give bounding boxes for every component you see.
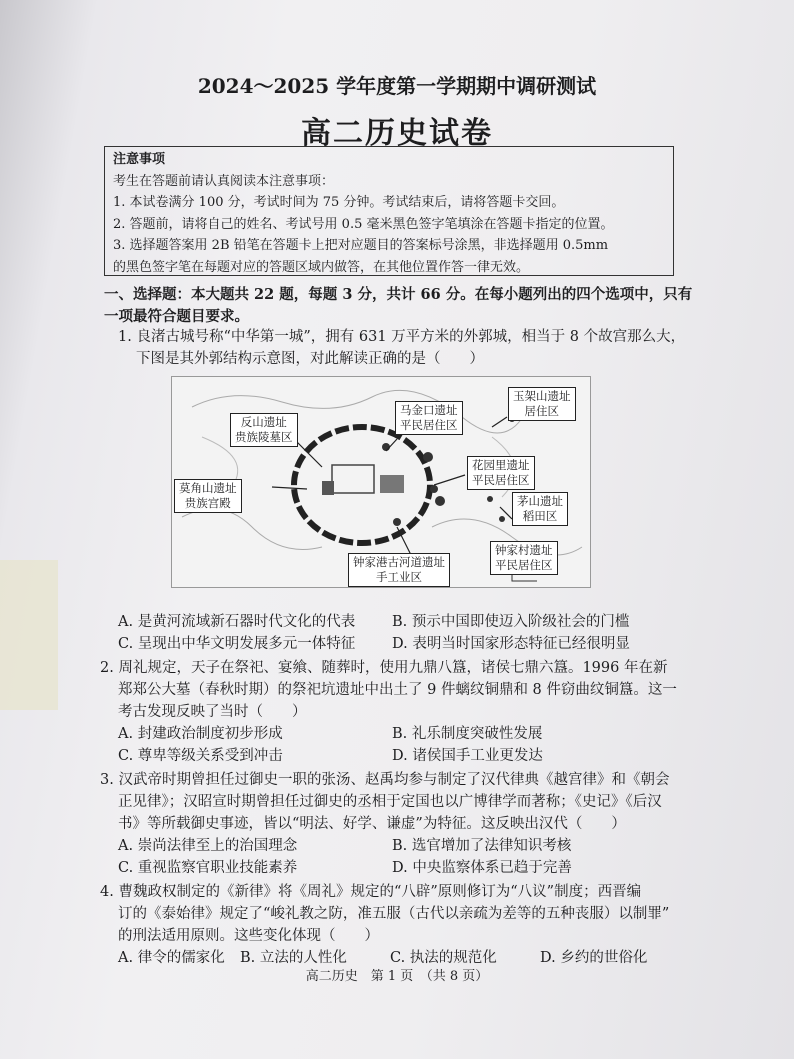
liangzhu-map [171, 376, 591, 588]
q4-stem-line3: 的刑法适用原则。这些变化体现（ ） [118, 928, 379, 944]
map-label-mojiaoshan: 莫角山遗址 贵族宫殿 [174, 479, 242, 513]
q4-option-a: A. 律令的儒家化 [118, 950, 225, 966]
q1-option-d: D. 表明当时国家形态特征已经很明显 [392, 636, 630, 652]
q2-option-a: A. 封建政治制度初步形成 [118, 726, 283, 742]
map-label-zhongjiagang: 钟家港古河道遗址 手工业区 [348, 553, 450, 587]
q4-option-c: C. 执法的规范化 [390, 950, 497, 966]
tape-strip [0, 560, 58, 710]
q4-option-b: B. 立法的人性化 [240, 950, 347, 966]
notice-line: 3. 选择题答案用 2B 铅笔在答题卡上把对应题目的答案标号涂黑，非选择题用 0.5mm [113, 238, 609, 253]
page-footer: 高二历史 第 1 页 （共 8 页） [305, 969, 489, 984]
q3-option-b: B. 选官增加了法律知识考核 [392, 838, 572, 854]
q4-stem-line2: 订的《泰始律》规定了“峻礼教之防，准五服（古代以亲疏为差等的五种丧服）以制罪” [118, 906, 670, 922]
q1-option-b: B. 预示中国即使迈入阶级社会的门槛 [392, 614, 630, 630]
q3-option-a: A. 崇尚法律至上的治国理念 [118, 838, 298, 854]
notice-line: 的黑色签字笔在每题对应的答题区域内做答，在其他位置作答一律无效。 [113, 259, 530, 275]
q4-stem-line1: 4. 曹魏政权制定的《新律》将《周礼》规定的“八辟”原则修订为“八议”制度；西晋编 [100, 884, 642, 900]
q2-option-d: D. 诸侯国手工业更发达 [392, 748, 543, 764]
q2-option-b: B. 礼乐制度突破性发展 [392, 726, 543, 742]
map-label-yujiashan: 玉架山遗址 居住区 [508, 387, 576, 421]
q1-stem-line2: 下图是其外郭结构示意图，对此解读正确的是（ ） [136, 351, 484, 367]
notice-line: 考生在答题前请认真阅读本注意事项： [113, 173, 335, 189]
map-label-majinkou: 马金口遗址 平民居住区 [395, 401, 463, 435]
notice-line: 1. 本试卷满分 100 分，考试时间为 75 分钟。考试结束后，请将答题卡交回。 [113, 195, 565, 210]
q3-option-c: C. 重视监察官职业技能素养 [118, 860, 298, 876]
notice-line: 2. 答题前，请将自己的姓名、考试号用 0.5 毫米黑色签字笔填涂在答题卡指定的位置。 [113, 216, 614, 232]
notice-heading: 注意事项 [113, 152, 166, 167]
q2-stem-line2: 郑郑公大墓（春秋时期）的祭祀坑遗址中出土了 9 件螭纹铜鼎和 8 件窃曲纹铜簋。这一 [118, 682, 677, 698]
section-heading-line2: 一项最符合题目要求。 [104, 308, 249, 325]
section-heading-line1: 一、选择题：本大题共 22 题，每题 3 分，共计 66 分。在每小题列出的四个选项中，只有 [104, 286, 693, 303]
map-label-zhongjiacun: 钟家村遗址 平民居住区 [490, 541, 558, 575]
q1-stem-line1: 1. 良渚古城号称“中华第一城”，拥有 631 万平方米的外郭城，相当于 8 个故宫那么大， [118, 329, 686, 345]
notice-box [104, 146, 674, 276]
q2-stem-line1: 2. 周礼规定，天子在祭祀、宴飨、随葬时，使用九鼎八簋，诸侯七鼎六簋。1996 年在新 [100, 660, 668, 676]
q2-option-c: C. 尊卑等级关系受到冲击 [118, 748, 283, 764]
q3-stem-line1: 3. 汉武帝时期曾担任过御史一职的张汤、赵禹均参与制定了汉代律典《越宫律》和《朝会 [100, 772, 670, 788]
q4-option-d: D. 乡约的世俗化 [540, 950, 648, 966]
map-label-fanshan: 反山遗址 贵族陵墓区 [230, 413, 298, 447]
q3-stem-line3: 书》等所载御史事迹，皆以“明法、好学、谦虚”为特征。这反映出汉代（ ） [118, 816, 626, 832]
q2-stem-line3: 考古发现反映了当时（ ） [118, 704, 307, 720]
q1-option-a: A. 是黄河流域新石器时代文化的代表 [118, 614, 356, 630]
q1-option-c: C. 呈现出中华文明发展多元一体特征 [118, 636, 356, 652]
map-label-huayuanli: 花园里遗址 平民居住区 [467, 456, 535, 490]
q3-stem-line2: 正见律》；汉昭宣时期曾担任过御史的丞相于定国也以广博律学而著称；《史记》《后汉 [118, 794, 662, 810]
exam-main-title: 高二历史试卷 [301, 116, 493, 151]
exam-year-title: 2024～2025 学年度第一学期期中调研测试 [197, 74, 597, 98]
map-label-maoshan: 茅山遗址 稻田区 [512, 492, 568, 526]
q3-option-d: D. 中央监察体系已趋于完善 [392, 860, 572, 876]
